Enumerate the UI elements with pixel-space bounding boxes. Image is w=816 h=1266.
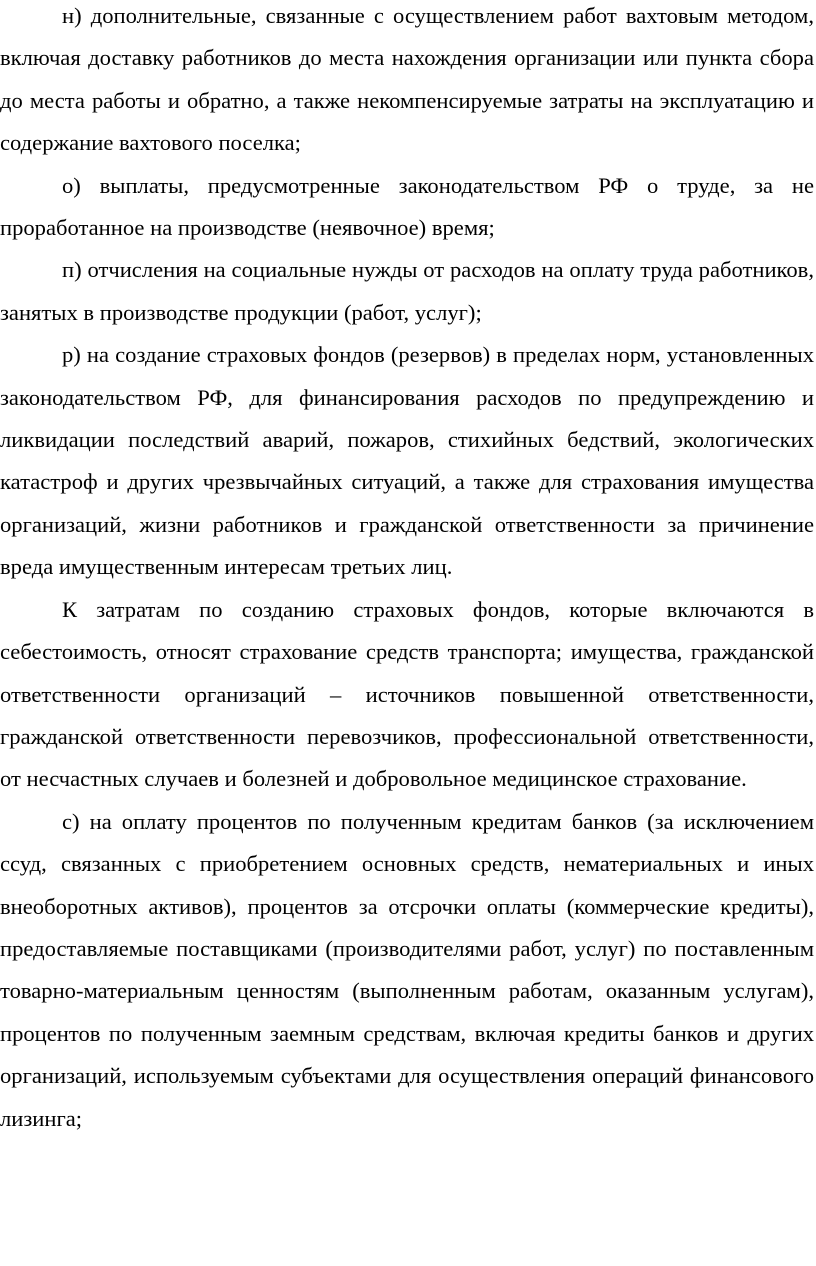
- paragraph-o: о) выплаты, предусмотренные законодательством РФ о труде, за не проработанное на производстве (неявочное) время;: [0, 172, 814, 241]
- paragraph-s: с) на оплату процентов по полученным кредитам банков (за исключением ссуд, связанных с приобретением основных средств, нематериальных и иных внеоборотных активов), процентов за отсрочки оплаты (коммерческие кредиты), предоставляемые поставщиками (производителями работ, услуг) по поставленным товарно-материальным ценностям (выполненным работам, оказанным услугам), процентов по полученным заемным средствам, включая кредиты банков и других организаций, используемым субъектами для осуществления операций финансового лизинга;: [0, 808, 814, 1131]
- paragraph-insurance-funds: К затратам по созданию страховых фондов, которые включаются в себестоимость, относят страхование средств транспорта; имущества, гражданской ответственности организаций – источников повышенной ответственности, гражданской ответственности перевозчиков, профессиональной ответственности, от несчастных случаев и болезней и добровольное медицинское страхование.: [0, 596, 814, 792]
- paragraph-n: н) дополнительные, связанные с осуществлением работ вахтовым методом, включая доставку работников до места нахождения организации или пункта сбора до места работы и обратно, а также некомпенсируемые затраты на эксплуатацию и содержание вахтового поселка;: [0, 3, 814, 156]
- paragraph-p: п) отчисления на социальные нужды от расходов на оплату труда работников, занятых в производстве продукции (работ, услуг);: [0, 257, 814, 325]
- paragraph-r: р) на создание страховых фондов (резервов) в пределах норм, установленных законодательством РФ, для финансирования расходов по предупреждению и ликвидации последствий аварий, пожаров, стихийных бедствий, экологических катастроф и других чрезвычайных ситуаций, а также для страхования имущества организаций, жизни работников и гражданской ответственности за причинение вреда имущественным интересам третьих лиц.: [0, 342, 814, 580]
